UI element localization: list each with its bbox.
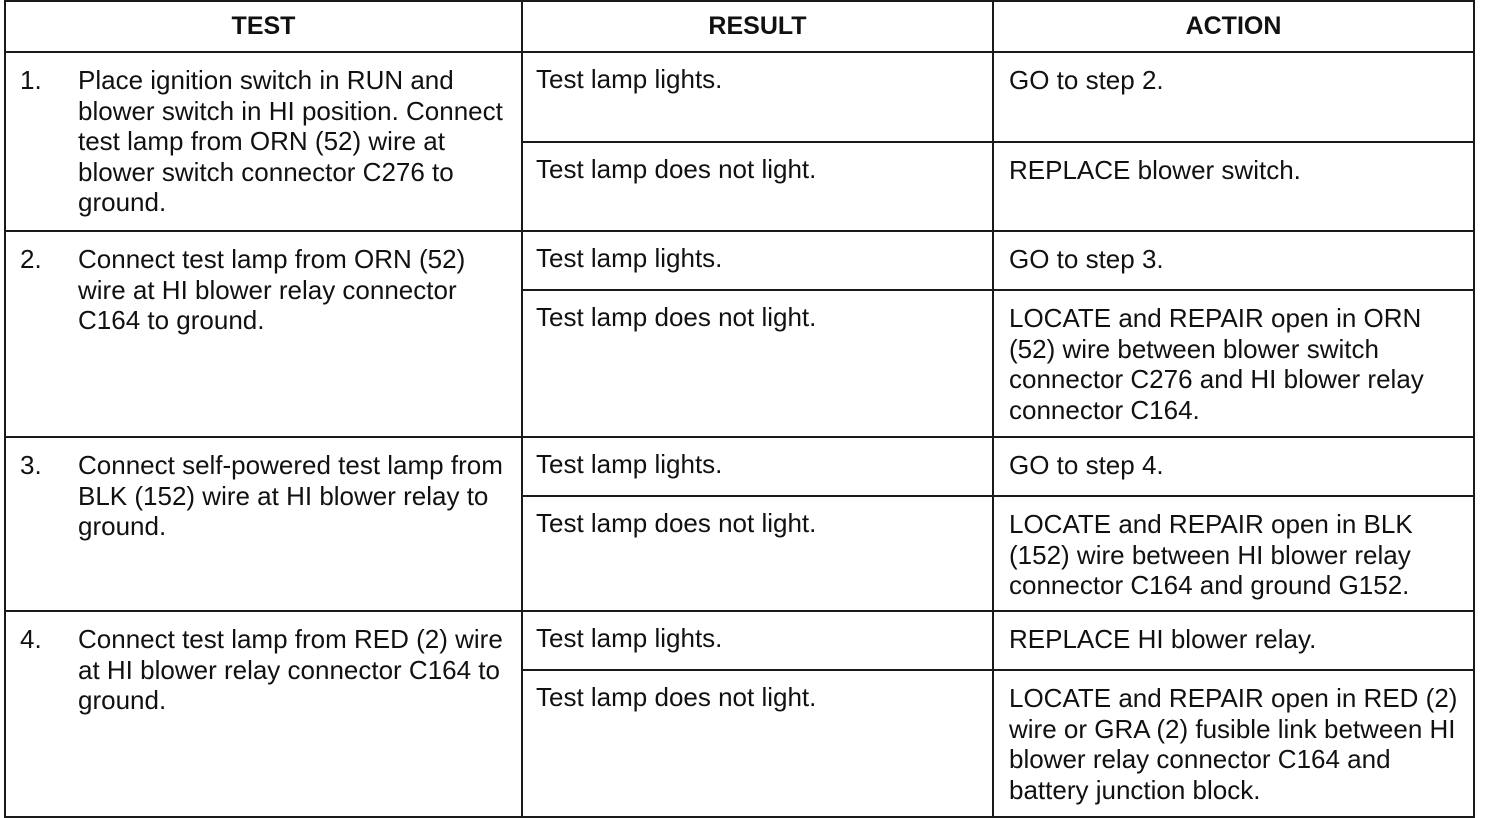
action-cell: LOCATE and REPAIR open in ORN (52) wire between blower switch connector C276 and HI blower relay connector C164.	[993, 290, 1474, 437]
action-cell: LOCATE and REPAIR open in BLK (152) wire between HI blower relay connector C164 and ground G152.	[993, 496, 1474, 611]
step-test-text: Connect test lamp from RED (2) wire at HI blower relay connector C164 to ground.	[78, 624, 503, 715]
action-cell: REPLACE blower switch.	[993, 142, 1474, 231]
step-test-text: Connect test lamp from ORN (52) wire at HI blower relay connector C164 to ground.	[78, 244, 466, 335]
step-1-test-cell	[5, 52, 522, 231]
header-result: RESULT	[522, 1, 993, 52]
action-cell: GO to step 3.	[993, 231, 1474, 290]
step-3-row-lights	[5, 437, 1474, 496]
action-cell: GO to step 4.	[993, 437, 1474, 496]
header-row	[5, 1, 1474, 52]
header-test: TEST	[5, 1, 522, 52]
step-test-text: Connect self-powered test lamp from BLK (152) wire at HI blower relay to ground.	[78, 450, 503, 541]
result-cell: Test lamp does not light.	[522, 142, 993, 231]
action-cell: LOCATE and REPAIR open in RED (2) wire or GRA (2) fusible link between HI blower relay connector C164 and battery junction block.	[993, 670, 1474, 817]
header-action: ACTION	[993, 1, 1474, 52]
step-number: 3.	[20, 450, 42, 480]
step-number: 4.	[20, 624, 42, 654]
result-cell: Test lamp lights.	[522, 231, 993, 290]
step-4-row-lights	[5, 611, 1474, 670]
diagnostic-test-table	[4, 0, 1475, 818]
step-number: 1.	[20, 65, 42, 95]
action-cell: GO to step 2.	[993, 52, 1474, 142]
step-1-row-lights	[5, 52, 1474, 142]
step-2-test-cell	[5, 231, 522, 437]
result-cell: Test lamp does not light.	[522, 496, 993, 611]
step-4-test-cell	[5, 611, 522, 817]
step-test-text: Place ignition switch in RUN and blower switch in HI position. Connect test lamp from ORN (52) wire at blower switch connector C276 to ground.	[78, 65, 503, 217]
step-3-test-cell	[5, 437, 522, 611]
action-cell: REPLACE HI blower relay.	[993, 611, 1474, 670]
result-cell: Test lamp lights.	[522, 52, 993, 142]
step-2-row-lights	[5, 231, 1474, 290]
result-cell: Test lamp does not light.	[522, 290, 993, 437]
result-cell: Test lamp lights.	[522, 437, 993, 496]
step-number: 2.	[20, 244, 42, 274]
result-cell: Test lamp does not light.	[522, 670, 993, 817]
result-cell: Test lamp lights.	[522, 611, 993, 670]
